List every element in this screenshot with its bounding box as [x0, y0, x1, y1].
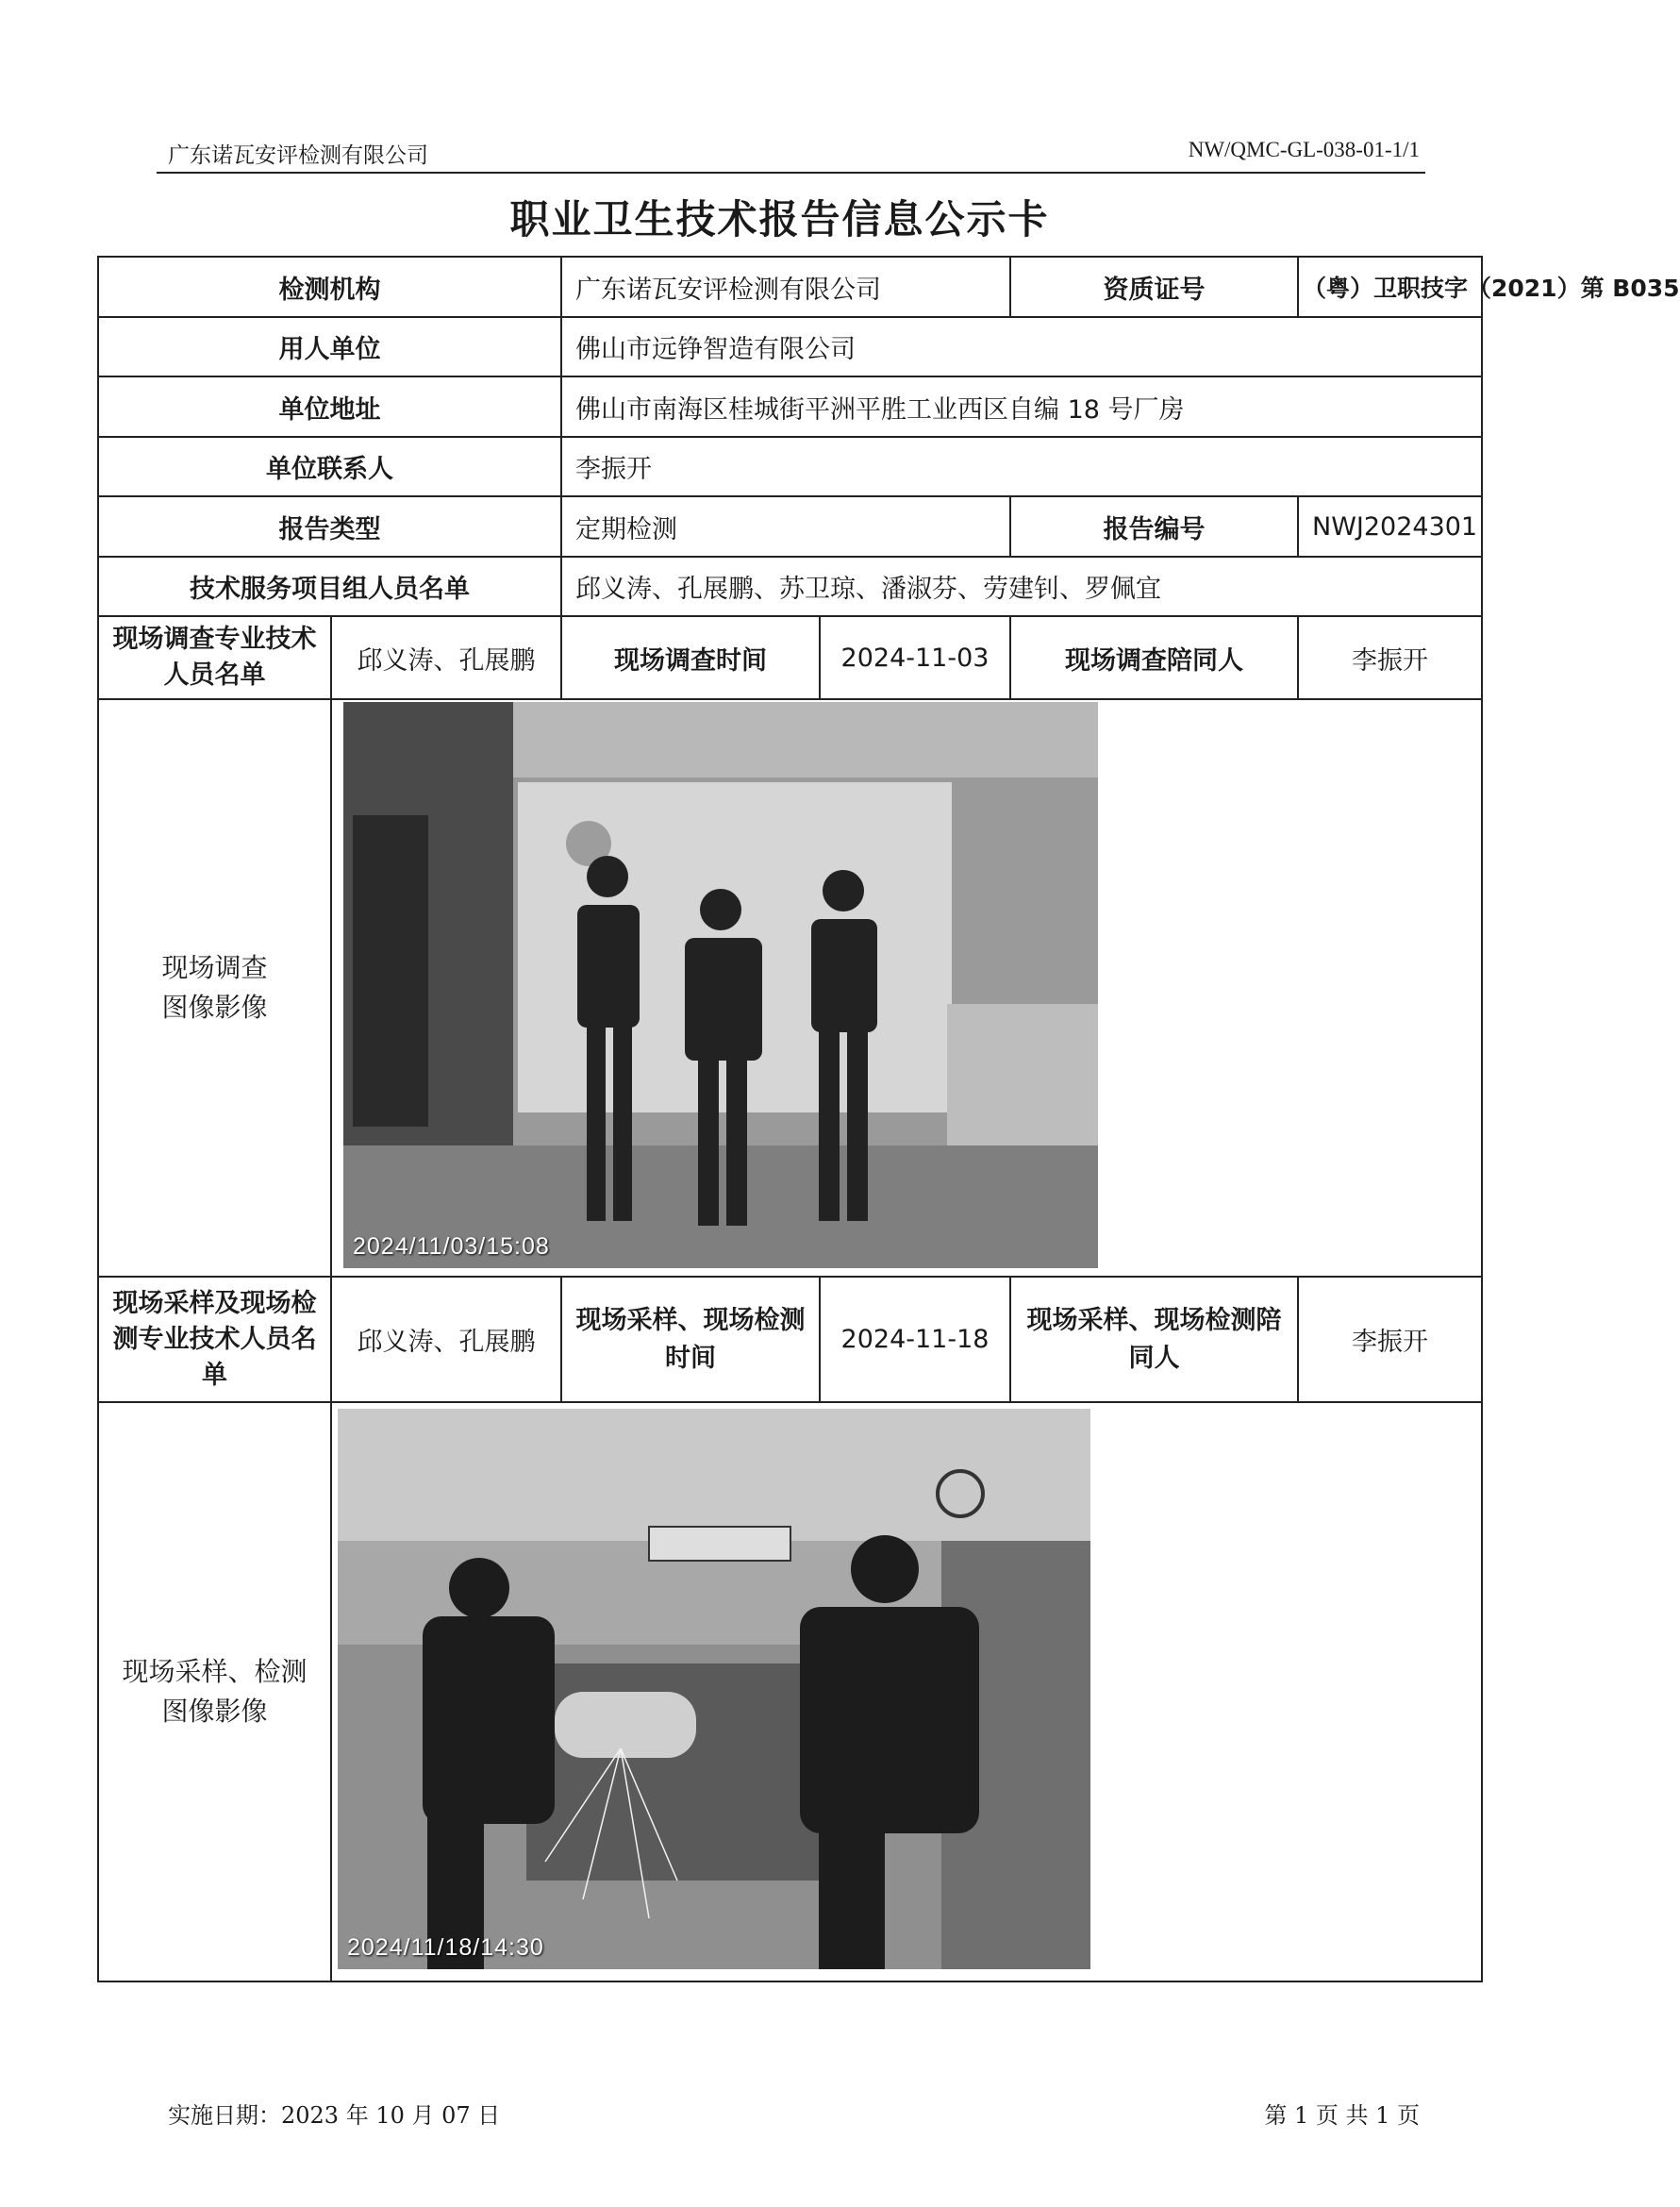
survey-staff-value: 邱义涛、孔展鹏 [331, 616, 561, 699]
header-divider [157, 172, 1425, 174]
footer-effective-date: 实施日期：2023 年 10 月 07 日 [168, 2102, 501, 2129]
sampling-time-label: 现场采样、现场检测时间 [561, 1277, 820, 1402]
cert-label: 资质证号 [1010, 257, 1298, 317]
address-label: 单位地址 [98, 376, 561, 437]
row-survey-staff [98, 616, 1482, 699]
survey-time-value: 2024-11-03 [820, 616, 1010, 699]
contact-label: 单位联系人 [98, 437, 561, 496]
row-address [98, 376, 1482, 437]
row-agency [98, 257, 1482, 317]
sampling-escort-value: 李振开 [1298, 1277, 1482, 1402]
survey-staff-label: 现场调查专业技术人员名单 [98, 616, 331, 699]
row-team [98, 557, 1482, 616]
footer-page-info: 第 1 页 共 1 页 [1264, 2102, 1420, 2129]
sampling-photo-cell [331, 1402, 1482, 1981]
team-label: 技术服务项目组人员名单 [98, 557, 561, 616]
sampling-image-label: 现场采样、检测 图像影像 [98, 1402, 331, 1981]
survey-time-label: 现场调查时间 [561, 616, 820, 699]
header-company: 广东诺瓦安评检测有限公司 [168, 143, 428, 168]
sampling-photo-timestamp: 2024/11/18/14:30 [347, 1934, 544, 1961]
row-survey-image [98, 699, 1482, 1277]
report-no-value: NWJ2024301 [1298, 496, 1482, 557]
sampling-staff-value: 邱义涛、孔展鹏 [331, 1277, 561, 1402]
info-table [97, 256, 1680, 1982]
report-type-value: 定期检测 [561, 496, 1010, 557]
report-type-label: 报告类型 [98, 496, 561, 557]
row-sampling-staff [98, 1277, 1482, 1402]
survey-escort-value: 李振开 [1298, 616, 1482, 699]
agency-label: 检测机构 [98, 257, 561, 317]
sampling-photo [338, 1409, 1090, 1969]
sampling-staff-label: 现场采样及现场检测专业技术人员名单 [98, 1277, 331, 1402]
contact-value: 李振开 [561, 437, 1482, 496]
row-report [98, 496, 1482, 557]
sampling-time-value: 2024-11-18 [820, 1277, 1010, 1402]
team-value: 邱义涛、孔展鹏、苏卫琼、潘淑芬、劳建钊、罗佩宜 [561, 557, 1482, 616]
survey-photo-scene [343, 702, 1098, 1268]
report-no-label: 报告编号 [1010, 496, 1298, 557]
survey-image-label: 现场调查 图像影像 [98, 699, 331, 1277]
survey-photo-cell [331, 699, 1482, 1277]
agency-value: 广东诺瓦安评检测有限公司 [561, 257, 1010, 317]
page-title: 职业卫生技术报告信息公示卡 [509, 196, 1050, 242]
row-employer [98, 317, 1482, 376]
row-contact [98, 437, 1482, 496]
address-value: 佛山市南海区桂城街平洲平胜工业西区自编 18 号厂房 [561, 376, 1482, 437]
employer-value: 佛山市远铮智造有限公司 [561, 317, 1482, 376]
survey-escort-label: 现场调查陪同人 [1010, 616, 1298, 699]
row-sampling-image [98, 1402, 1482, 1981]
sampling-escort-label: 现场采样、现场检测陪同人 [1010, 1277, 1298, 1402]
cert-value: （粤）卫职技字（2021）第 B035 [1298, 257, 1482, 317]
survey-photo [343, 702, 1098, 1268]
sampling-photo-scene [338, 1409, 1090, 1969]
employer-label: 用人单位 [98, 317, 561, 376]
survey-photo-timestamp: 2024/11/03/15:08 [353, 1233, 550, 1260]
header-doc-code: NW/QMC-GL-038-01-1/1 [1188, 138, 1420, 161]
